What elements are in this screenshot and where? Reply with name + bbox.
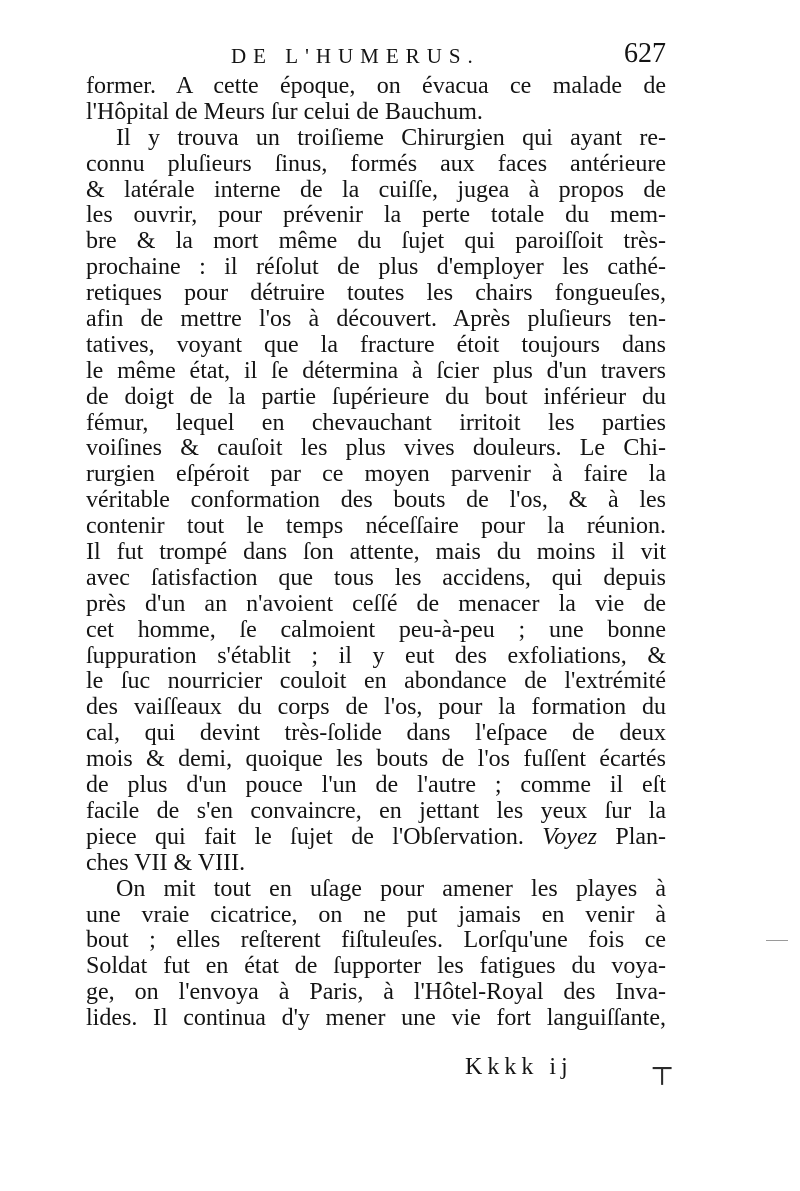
- text-line: de doigt de la partie ſupérieure du bout inférieur du: [86, 383, 666, 410]
- voyez-italic: Voyez: [542, 823, 597, 850]
- text-line: le ſuc nourricier couloit en abondance de l'extrémité: [86, 668, 666, 695]
- text-line: contenir tout le temps néceſſaire pour la réunion.: [86, 513, 666, 540]
- page-number: 627: [624, 38, 666, 69]
- text-line: une vraie cicatrice, on ne put jamais en venir à: [86, 901, 666, 928]
- text-line: les ouvrir, pour prévenir la perte totale du mem-: [86, 202, 666, 229]
- text-line: cal, qui devint très-ſolide dans l'eſpace de deux: [86, 720, 666, 747]
- paragraph-start-line: On mit tout en uſage pour amener les playes à: [116, 875, 666, 902]
- text-line-with-reference: [86, 825, 666, 851]
- text-line: ge, on l'envoya à Paris, à l'Hôtel-Royal des Inva-: [86, 979, 666, 1006]
- text-line: bout ; elles reſterent fiſtuleuſes. Lorſqu'une fois ce: [86, 927, 666, 954]
- text-line: avec ſatisfaction que tous les accidens, qui depuis: [86, 564, 666, 591]
- line-tail: Plan-: [615, 823, 667, 850]
- text-line: tatives, voyant que la fracture étoit toujours dans: [86, 331, 666, 358]
- text-line: lides. Il continua d'y mener une vie fort languiſſante,: [86, 1005, 666, 1032]
- text-line: connu pluſieurs ſinus, formés aux faces antérieure: [86, 150, 666, 177]
- text-line: rurgien eſpéroit par ce moyen parvenir à faire la: [86, 461, 666, 488]
- margin-dash-mark: [766, 940, 788, 941]
- text-line: de plus d'un pouce l'un de l'autre ; comme il eſt: [86, 772, 666, 799]
- catchword-signature: Kkkk ij: [465, 1054, 573, 1080]
- text-line: retiques pour détruire toutes les chairs fongueuſes,: [86, 280, 666, 307]
- text-line: des vaiſſeaux du corps de l'os, pour la formation du: [86, 694, 666, 721]
- text-line: Soldat fut en état de ſupporter les fatigues du voya-: [86, 953, 666, 980]
- text-line: bre & la mort même du ſujet qui paroiſſoit très-: [86, 228, 666, 255]
- text-line: le même état, il ſe détermina à ſcier plus d'un travers: [86, 357, 666, 384]
- text-line: ſuppuration s'établit ; il y eut des exfoliations, &: [86, 642, 666, 669]
- text-line: l'Hôpital de Meurs ſur celui de Bauchum.: [86, 98, 483, 125]
- margin-pencil-mark: ⊤: [650, 1062, 675, 1091]
- text-line: afin de mettre l'os à découvert. Après pluſieurs ten-: [86, 306, 666, 333]
- text-line: former. A cette époque, on évacua ce malade de: [86, 73, 666, 99]
- body-text: [86, 74, 666, 1032]
- text-line: véritable conformation des bouts de l'os, & à les: [86, 487, 666, 514]
- running-head: DE L'HUMERUS.: [231, 44, 480, 68]
- text-line: fémur, lequel en chevauchant irritoit les parties: [86, 409, 666, 436]
- text-line: mois & demi, quoique les bouts de l'os fuſſent écartés: [86, 746, 666, 773]
- paragraph-start-line: Il y trouva un troiſieme Chirurgien qui ayant re-: [116, 124, 666, 151]
- text-line: Il fut trompé dans ſon attente, mais du moins il vit: [86, 539, 666, 566]
- text-line: & latérale interne de la cuiſſe, jugea à propos de: [86, 176, 666, 203]
- text-line: cet homme, ſe calmoient peu-à-peu ; une bonne: [86, 616, 666, 643]
- text-line: prochaine : il réſolut de plus d'employer les cathé-: [86, 254, 666, 281]
- line-text: piece qui fait le ſujet de l'Obſervation.: [86, 823, 524, 850]
- text-line: ches VII & VIII.: [86, 849, 246, 876]
- text-line: près d'un an n'avoient ceſſé de menacer la vie de: [86, 590, 666, 617]
- page-header: [86, 38, 666, 74]
- text-line: voiſines & cauſoit les plus vives douleurs. Le Chi-: [86, 435, 666, 462]
- text-line: facile de s'en convaincre, en jettant les yeux ſur la: [86, 797, 666, 824]
